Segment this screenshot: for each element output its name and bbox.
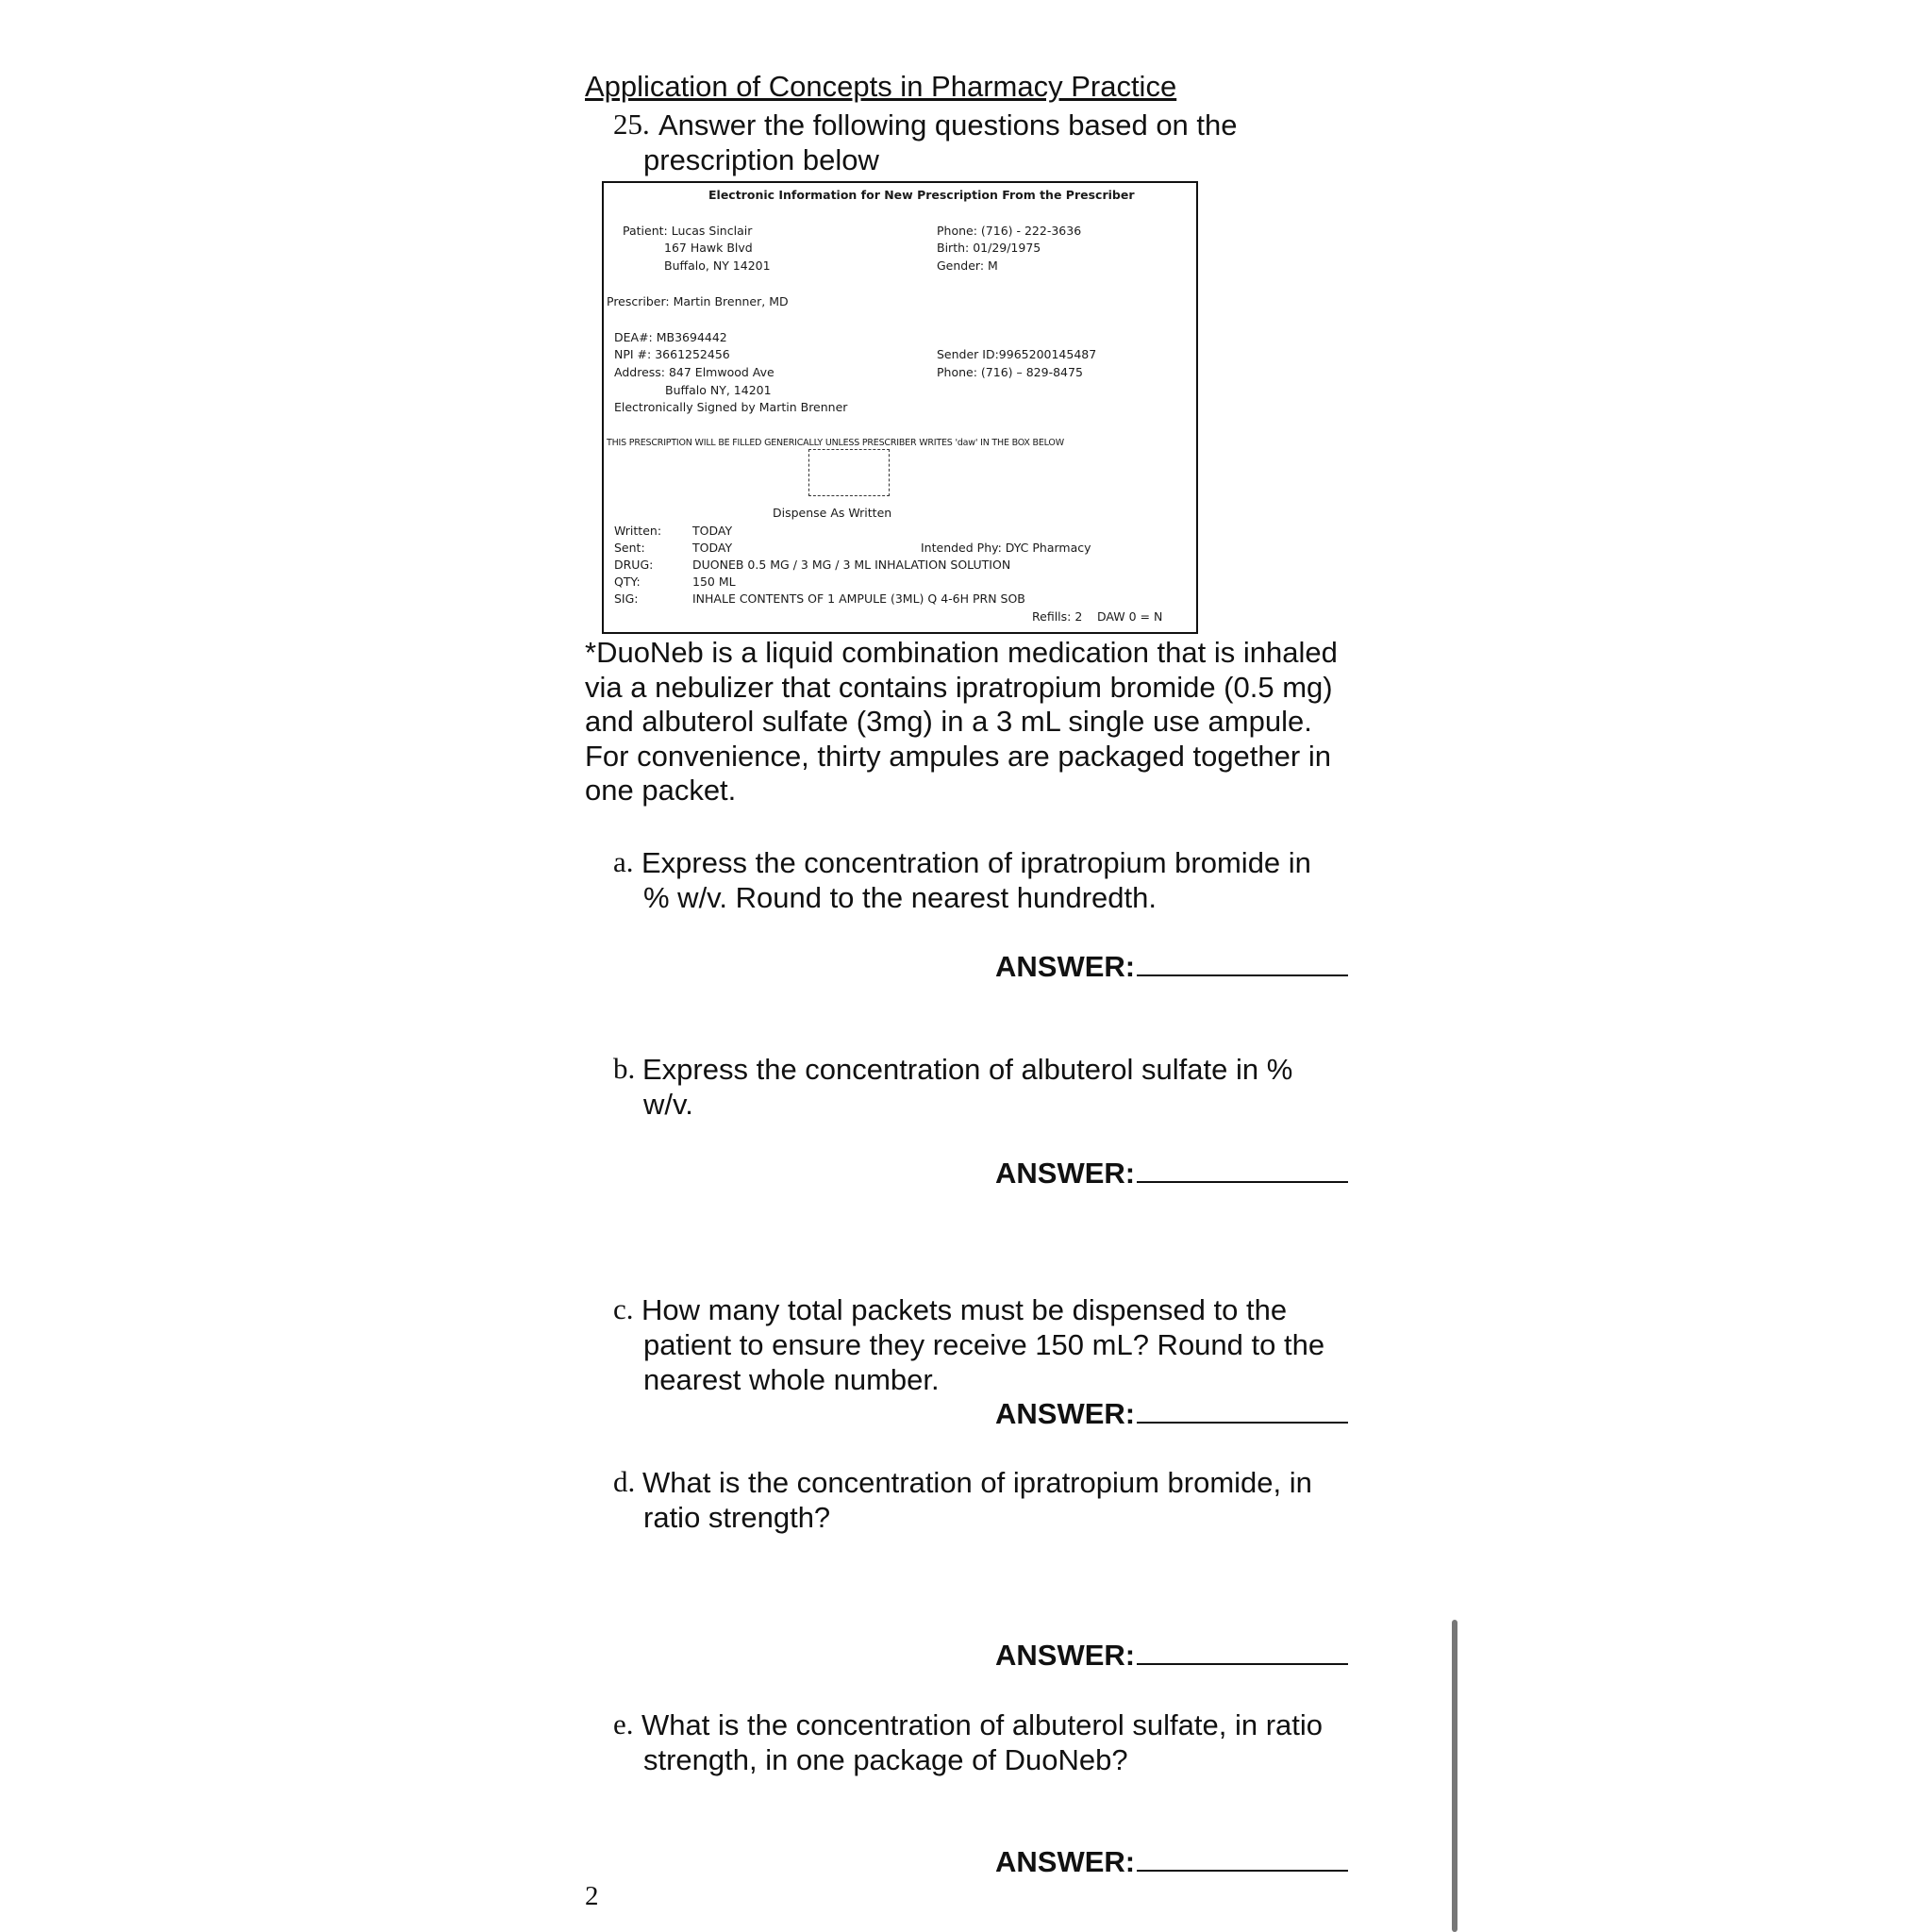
- rx-written-value: TODAY: [692, 524, 733, 538]
- rx-written-label: Written:: [614, 524, 662, 538]
- page-number: 2: [585, 1881, 599, 1911]
- rx-address2: Buffalo NY, 14201: [665, 383, 772, 397]
- answer-a: [995, 946, 1348, 984]
- rx-drug-label: DRUG:: [614, 558, 654, 572]
- question-line: patient to ensure they receive 150 mL? Round to the: [643, 1328, 1325, 1361]
- question-d-text: [642, 1465, 1359, 1535]
- rx-patient: Patient: Lucas Sinclair: [623, 224, 753, 238]
- rx-address1: Address: 847 Elmwood Ave: [614, 365, 774, 379]
- rx-title: Electronic Information for New Prescription From the Prescriber: [708, 188, 1135, 202]
- question-line: strength, in one package of DuoNeb?: [643, 1743, 1128, 1776]
- question-line: ratio strength?: [643, 1501, 831, 1534]
- answer-label: ANSWER:: [995, 1157, 1136, 1190]
- rx-sender-id: Sender ID:9965200145487: [937, 347, 1097, 361]
- question-line: What is the concentration of ipratropium bromide, in: [642, 1466, 1312, 1499]
- answer-e: [995, 1841, 1348, 1879]
- answer-d-blank[interactable]: [1137, 1635, 1348, 1665]
- question-25-text: [643, 108, 1300, 177]
- question-number: 25.: [613, 108, 650, 141]
- rx-phone: Phone: (716) - 222-3636: [937, 224, 1082, 238]
- question-line: How many total packets must be dispensed to the: [641, 1293, 1288, 1326]
- rx-signed: Electronically Signed by Martin Brenner: [614, 400, 848, 414]
- prescription-card: [602, 181, 1198, 634]
- rx-sig-label: SIG:: [614, 591, 639, 606]
- answer-label: ANSWER:: [995, 1397, 1136, 1430]
- rx-patient-addr1: 167 Hawk Blvd: [664, 241, 753, 255]
- question-b-text: [642, 1052, 1359, 1122]
- answer-label: ANSWER:: [995, 950, 1136, 983]
- rx-sent-label: Sent:: [614, 541, 645, 555]
- question-25-line2: prescription below: [643, 143, 879, 176]
- description-line: For convenience, thirty ampules are packaged together in: [585, 739, 1331, 773]
- question-line: What is the concentration of albuterol sulfate, in ratio: [641, 1708, 1324, 1741]
- question-line: Express the concentration of ipratropium bromide in: [641, 846, 1311, 879]
- rx-daw-code: DAW 0 = N: [1097, 609, 1163, 624]
- question-line: nearest whole number.: [643, 1363, 940, 1396]
- rx-birth: Birth: 01/29/1975: [937, 241, 1041, 255]
- answer-label: ANSWER:: [995, 1845, 1136, 1878]
- description-line: via a nebulizer that contains ipratropium bromide (0.5 mg): [585, 670, 1333, 704]
- vertical-scrollbar[interactable]: [1452, 1620, 1457, 1932]
- question-line: Express the concentration of albuterol sulfate in %: [642, 1053, 1293, 1086]
- question-e-letter: e.: [613, 1707, 634, 1740]
- answer-d: [995, 1635, 1348, 1673]
- description-line: and albuterol sulfate (3mg) in a 3 mL single use ampule.: [585, 705, 1312, 738]
- question-line: w/v.: [643, 1088, 693, 1121]
- answer-a-blank[interactable]: [1137, 946, 1348, 976]
- answer-label: ANSWER:: [995, 1639, 1136, 1672]
- answer-c-blank[interactable]: [1137, 1393, 1348, 1424]
- page-heading: Application of Concepts in Pharmacy Practice: [585, 70, 1177, 103]
- question-b-letter: b.: [613, 1052, 636, 1085]
- rx-qty-value: 150 ML: [692, 575, 736, 589]
- rx-generic-note: THIS PRESCRIPTION WILL BE FILLED GENERICALLY UNLESS PRESCRIBER WRITES 'daw' IN THE BOX BELOW: [607, 438, 1064, 448]
- drug-description: [585, 636, 1358, 808]
- daw-box: [808, 449, 890, 496]
- description-line: one packet.: [585, 774, 737, 807]
- question-a-letter: a.: [613, 845, 634, 878]
- rx-daw-label: Dispense As Written: [773, 506, 892, 520]
- question-line: % w/v. Round to the nearest hundredth.: [643, 881, 1157, 914]
- rx-drug-value: DUONEB 0.5 MG / 3 MG / 3 ML INHALATION SOLUTION: [692, 558, 1011, 572]
- rx-sig-value: INHALE CONTENTS OF 1 AMPULE (3ML) Q 4-6H PRN SOB: [692, 591, 1025, 606]
- question-d-letter: d.: [613, 1465, 636, 1498]
- question-25-line1: Answer the following questions based on the: [658, 108, 1238, 142]
- question-c-letter: c.: [613, 1292, 634, 1325]
- rx-prescriber-phone: Phone: (716) – 829-8475: [937, 365, 1083, 379]
- rx-prescriber: Prescriber: Martin Brenner, MD: [607, 294, 789, 308]
- answer-c: [995, 1393, 1348, 1431]
- answer-e-blank[interactable]: [1137, 1841, 1348, 1872]
- rx-qty-label: QTY:: [614, 575, 641, 589]
- rx-sent-value: TODAY: [692, 541, 733, 555]
- rx-npi: NPI #: 3661252456: [614, 347, 730, 361]
- question-a-text: [641, 845, 1358, 915]
- answer-b: [995, 1153, 1348, 1191]
- rx-dea: DEA#: MB3694442: [614, 330, 727, 344]
- rx-intended: Intended Phy: DYC Pharmacy: [921, 541, 1091, 555]
- question-e-text: [641, 1707, 1358, 1777]
- answer-b-blank[interactable]: [1137, 1153, 1348, 1183]
- rx-gender: Gender: M: [937, 258, 998, 273]
- question-c-text: [641, 1292, 1358, 1397]
- rx-refills: Refills: 2: [1032, 609, 1083, 624]
- description-line: *DuoNeb is a liquid combination medication that is inhaled: [585, 636, 1338, 669]
- rx-patient-addr2: Buffalo, NY 14201: [664, 258, 771, 273]
